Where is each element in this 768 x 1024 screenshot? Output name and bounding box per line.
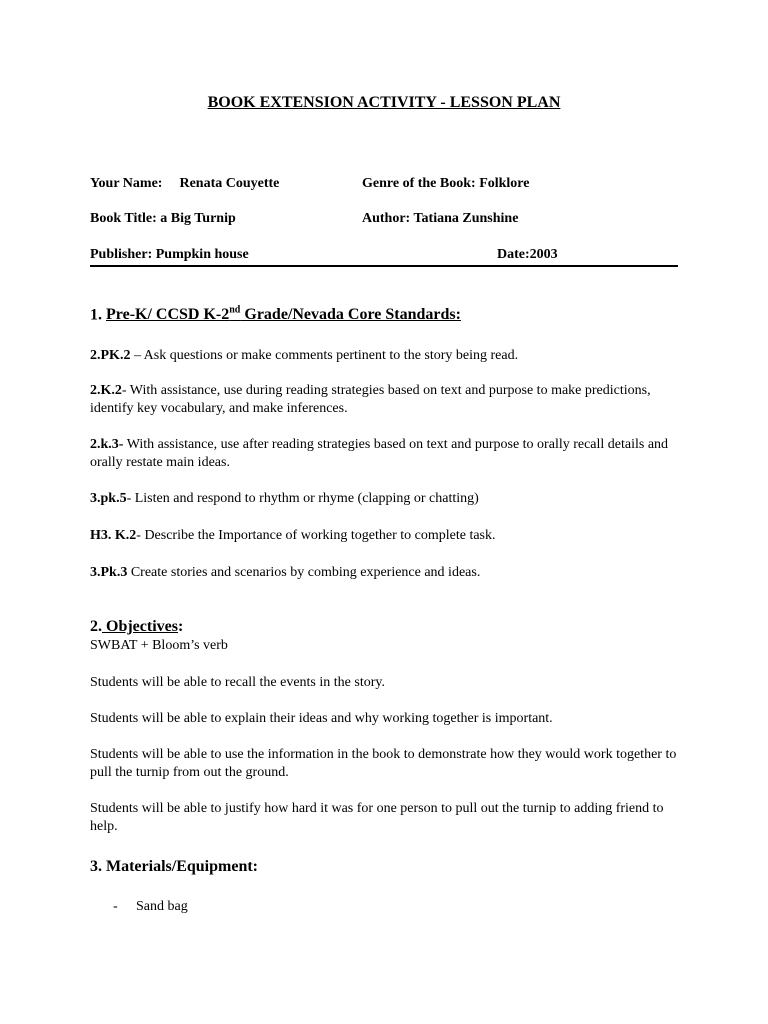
section1-number: 1. xyxy=(90,306,102,324)
objective-item: Students will be able to recall the events in the story. xyxy=(90,675,385,690)
publisher-value: Pumpkin house xyxy=(155,247,249,262)
standard-item: 3.Pk.3 Create stories and scenarios by combing experience and ideas. xyxy=(90,565,481,580)
section3-heading xyxy=(90,858,258,876)
section1-title: Pre-K/ CCSD K-2nd Grade/Nevada Core Standards: xyxy=(106,305,461,324)
material-item: Sand bag xyxy=(136,899,188,914)
objective-item: Students will be able to use the information in the book to demonstrate how they would work together to pull the turnip from out the ground. xyxy=(90,747,677,780)
book-title-label: Book Title: xyxy=(90,211,157,226)
section3-title: Materials/Equipment: xyxy=(106,858,258,875)
document-title: BOOK EXTENSION ACTIVITY - LESSON PLAN xyxy=(207,94,561,111)
name-row xyxy=(90,176,279,192)
author-label: Author: xyxy=(362,211,411,226)
author-row xyxy=(362,211,518,227)
name-value: Renata Couyette xyxy=(179,176,280,191)
standard-item: 2.PK.2 – Ask questions or make comments pertinent to the story being read. xyxy=(90,348,519,363)
date-row xyxy=(497,247,558,263)
genre-label: Genre of the Book: xyxy=(362,176,476,191)
date-value: 2003 xyxy=(529,247,558,262)
publisher-label: Publisher: xyxy=(90,247,153,262)
standard-item: 3.pk.5- Listen and respond to rhythm or rhyme (clapping or chatting) xyxy=(90,491,479,506)
section3-number: 3. xyxy=(90,858,102,875)
publisher-row xyxy=(90,247,249,263)
section2-heading: 2. Objectives: xyxy=(90,618,184,635)
standard-item: 2.K.2- With assistance, use during reading strategies based on text and purpose to make predictions, identify key vocabulary, and make inferences. xyxy=(90,383,651,416)
name-label: Your Name: xyxy=(90,176,163,191)
section2-number: 2. xyxy=(90,618,102,635)
header-divider xyxy=(90,265,678,267)
genre-row xyxy=(362,176,529,192)
objective-item: Students will be able to justify how hard it was for one person to pull out the turnip to adding friend to help. xyxy=(90,801,664,834)
genre-value: Folklore xyxy=(479,176,530,191)
objective-item: Students will be able to explain their ideas and why working together is important. xyxy=(90,711,553,726)
author-value: Tatiana Zunshine xyxy=(413,211,519,226)
objectives-subtitle: SWBAT + Bloom’s verb xyxy=(90,638,228,653)
book-title-row xyxy=(90,211,236,227)
date-label: Date: xyxy=(497,247,530,262)
section1-heading xyxy=(90,305,461,324)
book-title-value: a Big Turnip xyxy=(160,211,236,226)
standard-item: H3. K.2- Describe the Importance of working together to complete task. xyxy=(90,528,496,543)
material-bullet: - xyxy=(113,899,118,914)
standard-item: 2.k.3- With assistance, use after reading strategies based on text and purpose to orally recall details and orally restate main ideas. xyxy=(90,437,669,470)
section2-title: Objectives xyxy=(102,618,178,635)
